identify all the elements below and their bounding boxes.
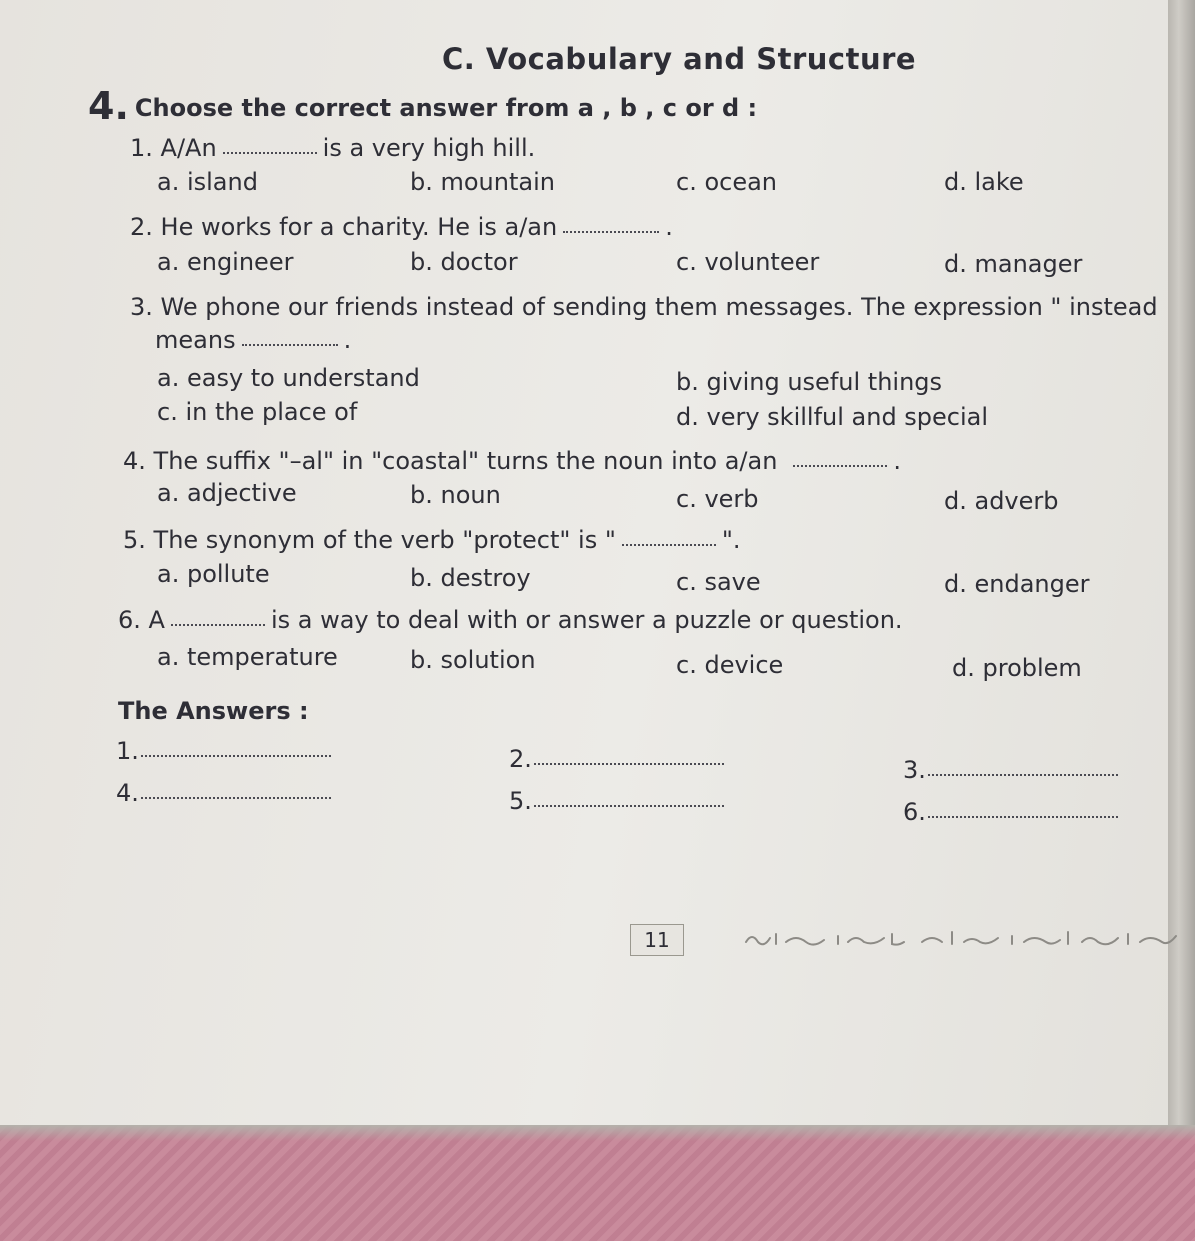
- question-3: 3. We phone our friends instead of sending them messages. The expression " instead: [130, 293, 1158, 321]
- page-shadow: [0, 1125, 1195, 1141]
- question-6: [118, 606, 903, 634]
- question-stem: 5. The synonym of the verb "protect" is ": [123, 526, 616, 554]
- task-instruction: [88, 84, 757, 128]
- option-d: d. manager: [944, 250, 1083, 278]
- option-d: d. adverb: [944, 487, 1059, 515]
- question-5: [123, 526, 741, 554]
- answer-blank[interactable]: [928, 772, 1118, 776]
- answer-label: 4.: [116, 779, 139, 807]
- answer-blank[interactable]: [534, 761, 724, 765]
- question-stem: 1. A/An: [130, 134, 217, 162]
- option-b: b. mountain: [410, 168, 555, 196]
- question-4: [123, 447, 901, 475]
- answer-line-2: [509, 745, 724, 773]
- question-stem: .: [343, 326, 352, 354]
- answer-blank: [563, 229, 659, 233]
- option-a: a. pollute: [157, 560, 270, 588]
- section-title: C. Vocabulary and Structure: [442, 42, 917, 76]
- answer-label: 6.: [903, 798, 926, 826]
- option-d: d. endanger: [944, 570, 1090, 598]
- answer-label: 2.: [509, 745, 532, 773]
- option-d: d. very skillful and special: [676, 403, 989, 431]
- answer-line-6: [903, 798, 1118, 826]
- answer-blank: [622, 542, 716, 546]
- answer-line-4: [116, 779, 331, 807]
- option-b: b. solution: [410, 646, 536, 674]
- answer-blank: [223, 150, 317, 154]
- answer-blank: [793, 463, 887, 467]
- question-stem: 4. The suffix "–al" in "coastal" turns the noun into a/an: [123, 447, 778, 475]
- answer-blank: [242, 342, 338, 346]
- answer-line-3: [903, 756, 1118, 784]
- question-stem: .: [893, 447, 902, 475]
- option-a: a. adjective: [157, 479, 297, 507]
- option-b: b. destroy: [410, 564, 531, 592]
- option-c: c. save: [676, 568, 761, 596]
- answer-line-5: [509, 787, 724, 815]
- option-c: c. in the place of: [157, 398, 358, 426]
- answer-label: 3.: [903, 756, 926, 784]
- question-stem: is a very high hill.: [322, 134, 536, 162]
- option-d: d. lake: [944, 168, 1024, 196]
- question-1: [130, 134, 535, 162]
- question-stem: .: [665, 213, 673, 241]
- option-c: c. device: [676, 651, 784, 679]
- option-b: b. noun: [410, 481, 501, 509]
- option-a: a. temperature: [157, 643, 338, 671]
- task-text: Choose the correct answer from a , b , c or d :: [134, 94, 758, 122]
- option-b: b. giving useful things: [676, 368, 943, 396]
- option-c: c. ocean: [676, 168, 778, 196]
- answer-blank: [171, 622, 265, 626]
- option-c: c. verb: [676, 485, 759, 513]
- answer-label: 5.: [509, 787, 532, 815]
- option-a: a. easy to understand: [157, 364, 420, 392]
- footer-arabic-text-image: [742, 926, 1182, 950]
- question-stem: 6. A: [118, 606, 165, 634]
- page-number: 11: [630, 924, 684, 956]
- answers-title: The Answers :: [118, 697, 309, 725]
- option-a: a. engineer: [157, 248, 294, 276]
- option-d: d. problem: [952, 654, 1082, 682]
- option-c: c. volunteer: [676, 248, 820, 276]
- question-2: [130, 213, 673, 241]
- tablecloth: [0, 1125, 1195, 1241]
- question-3-line-2: [155, 326, 351, 354]
- option-a: a. island: [157, 168, 258, 196]
- book-spine: [1168, 0, 1195, 1125]
- answer-blank[interactable]: [928, 814, 1118, 818]
- answer-line-1: [116, 737, 331, 765]
- answer-blank[interactable]: [141, 795, 331, 799]
- option-b: b. doctor: [410, 248, 518, 276]
- task-number: 4.: [88, 84, 129, 128]
- answer-blank[interactable]: [534, 803, 724, 807]
- question-stem: is a way to deal with or answer a puzzle or question.: [270, 606, 903, 634]
- answer-label: 1.: [116, 737, 139, 765]
- question-stem: 2. He works for a charity. He is a/an: [130, 213, 558, 241]
- question-stem: means: [155, 326, 236, 354]
- question-stem: ".: [721, 526, 741, 554]
- answer-blank[interactable]: [141, 753, 331, 757]
